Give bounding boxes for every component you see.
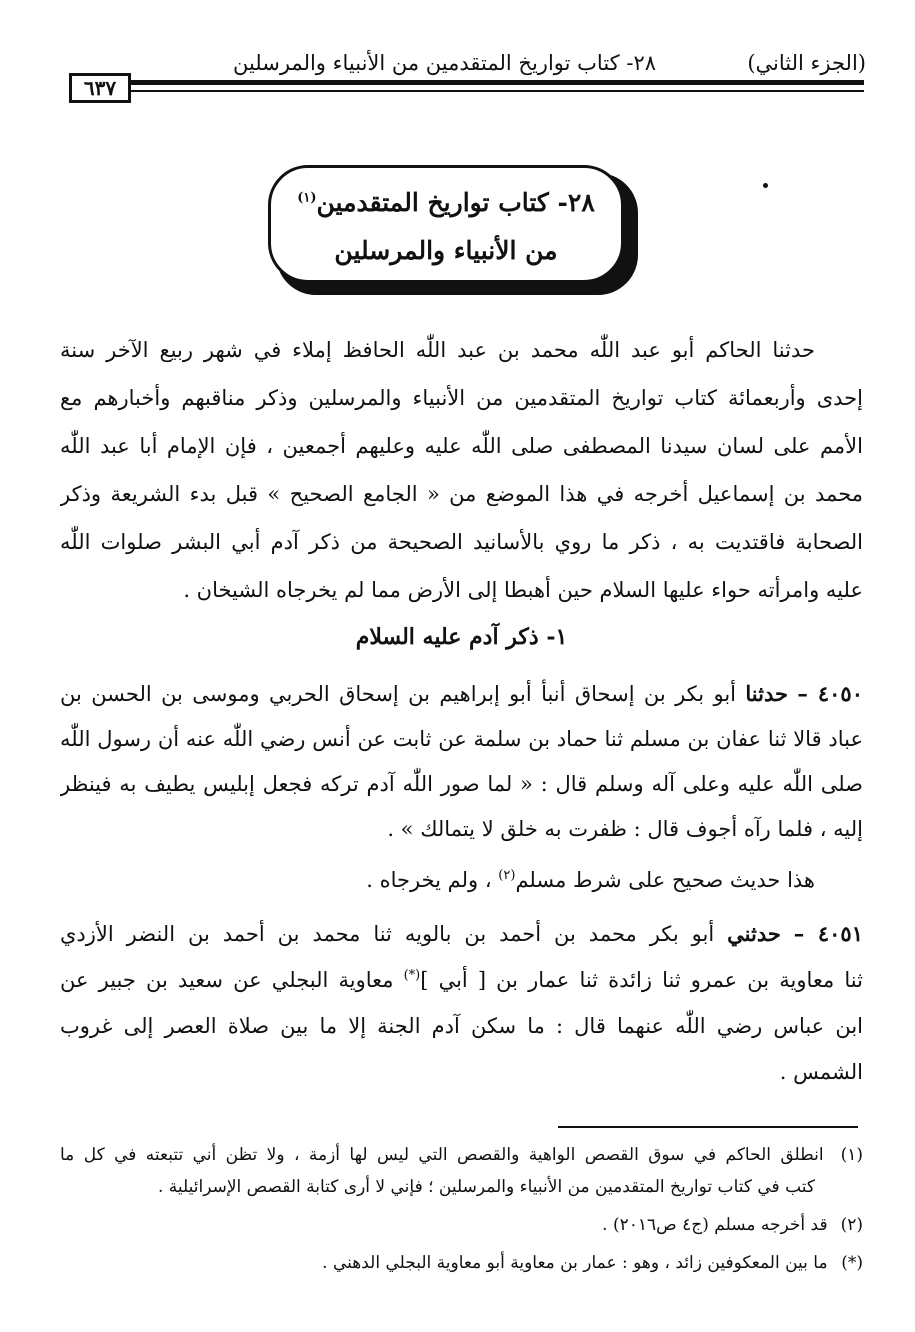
footnote-2: [60, 1210, 863, 1240]
footnote-text: انطلق الحاكم في سوق القصص الواهية والقصص التي ليس لها أزمة ، ولا تظن أني تتبعته في كل ما: [60, 1145, 824, 1165]
footnote-text: كتب في كتاب تواريخ المتقدمين من الأنبياء والمرسلين ؛ فإني لا أرى كتابة القصص الإسرائيلية .: [157, 1177, 815, 1197]
running-header: [66, 50, 866, 76]
footnote-text: قد أخرجه مسلم (ج٤ ص٢٠١٦) .: [602, 1215, 828, 1235]
hadith-text: الشمس .: [779, 1060, 863, 1084]
intro-line: حدثنا الحاكم أبو عبد اللّٰه محمد بن عبد اللّٰه الحافظ إملاء في شهر ربيع الآخر سنة: [60, 338, 815, 362]
intro-line: إحدى وأربعمائة كتاب تواريخ المتقدمين من الأنبياء والمرسلين وذكر مناقبهم وأخبارهم مع: [60, 386, 863, 410]
hadith-text: صلى اللّٰه عليه وعلى آله وسلم قال : « لما صور اللّٰه آدم تركه فجعل إبليس يطيف به فينظر: [60, 772, 863, 796]
footnote-ref-star[interactable]: (*): [403, 968, 421, 983]
hadith-4051-line1: [60, 914, 863, 954]
hadith-text: ابن عباس رضي اللّٰه عنهما قال : ما سكن آدم الجنة إلا ما بين صلاة العصر إلى غروب: [60, 1014, 863, 1038]
intro-line: محمد بن إسماعيل أخرجه في هذا الموضع من « الجامع الصحيح » قبل بدء الشريعة وذكر: [60, 482, 863, 506]
footnote-ref-2[interactable]: (٢): [498, 868, 516, 883]
hadith-keyword: حدثني: [727, 921, 781, 946]
footnote-star: [60, 1248, 863, 1278]
hadith-text: أبو بكر محمد بن أحمد بن بالويه ثنا محمد بن أحمد بن النضر الأزدي: [60, 922, 715, 946]
footnote-separator: [558, 1126, 858, 1128]
hadith-number: ٤٠٥١ –: [793, 921, 863, 946]
chapter-title-text: ٢٨- كتاب تواريخ المتقدمين: [316, 188, 595, 217]
hadith-text: عباد قالا ثنا عفان بن مسلم ثنا حماد بن سلمة عن ثابت عن أنس رضي اللّٰه عنه أن رسول اللّٰه: [60, 727, 863, 751]
header-rule-thin: [131, 90, 864, 92]
footnote-text: ما بين المعكوفين زائد ، وهو : عمار بن معاوية أبو معاوية البجلي الدهني .: [322, 1253, 828, 1273]
hadith-4051-line2: [60, 960, 863, 1000]
chapter-title-line1: [271, 186, 621, 220]
footnote-1-line1: [60, 1140, 863, 1170]
hadith-text: إليه ، فلما رآه أجوف قال : ظفرت به خلق لا يتمالك » .: [387, 817, 863, 841]
section-heading: ١- ذكر آدم عليه السلام: [355, 624, 568, 650]
intro-line: الأمم على لسان سيدنا المصطفى صلى اللّٰه عليه وعليهم أجمعين ، فإن الإمام أبا عبد اللّٰه: [60, 434, 863, 458]
chapter-title-box: [268, 165, 624, 283]
hadith-text: معاوية البجلي عن سعيد بن جبير عن: [60, 968, 394, 992]
footnote-mark: (١): [840, 1145, 863, 1165]
header-rule-thick: [131, 80, 864, 85]
running-title: ٢٨- كتاب تواريخ المتقدمين من الأنبياء والمرسلين: [232, 51, 656, 75]
chapter-title-line2: من الأنبياء والمرسلين: [334, 236, 558, 265]
hadith-text: أبو بكر بن إسحاق أنبأ أبو إبراهيم بن إسحاق الحربي وموسى بن الحسن بن: [60, 682, 737, 706]
footnote-mark: (*): [841, 1253, 863, 1273]
intro-line: الصحابة فاقتديت به ، ذكر ما روي بالأسانيد الصحيحة من ذكر آدم أبي البشر صلوات اللّٰه: [60, 530, 863, 554]
hadith-number: ٤٠٥٠ –: [797, 681, 863, 706]
hadith-keyword: حدثنا: [745, 681, 788, 706]
comment-end: ، ولم يخرجاه .: [366, 868, 492, 892]
footnote-mark: (٢): [840, 1215, 863, 1235]
volume-label: (الجزء الثاني): [747, 51, 866, 75]
hadith-text: ثنا معاوية بن عمرو ثنا زائدة ثنا عمار بن [ أبي ]: [420, 968, 863, 992]
hadith-4050-line1: [60, 674, 863, 714]
comment-text: هذا حديث صحيح على شرط مسلم: [515, 868, 815, 892]
footnote-ref-1[interactable]: (١): [297, 190, 317, 206]
hadith-4050-comment: [60, 860, 863, 900]
print-speck: [763, 183, 768, 188]
page-number: ٦٣٧: [69, 73, 131, 103]
intro-line: عليه وامرأته حواء عليها السلام حين أهبطا إلى الأرض مما لم يخرجاه الشيخان .: [183, 578, 863, 602]
